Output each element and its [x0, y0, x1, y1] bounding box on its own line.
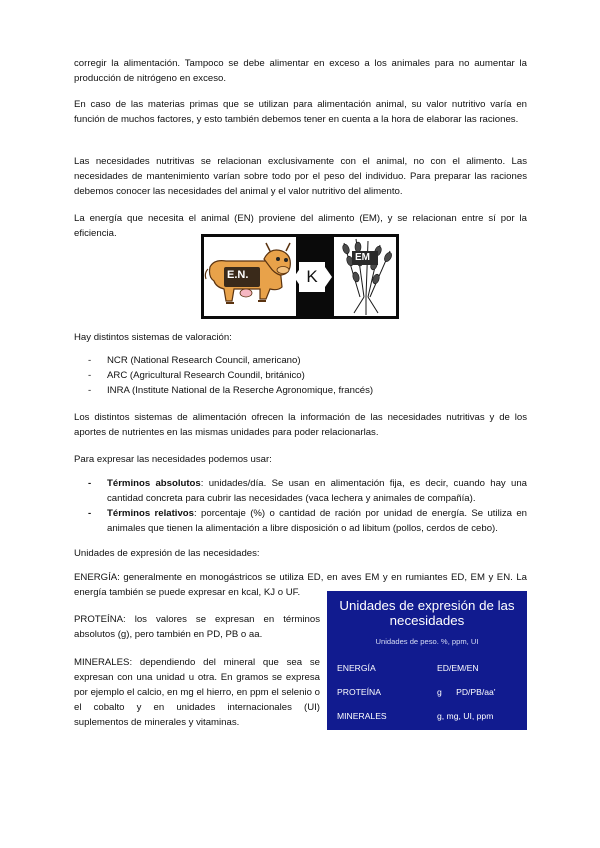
paragraph-express-needs: Para expresar las necesidades podemos usar: [74, 454, 272, 465]
slide-row-label: ENERGÍA [337, 663, 376, 673]
list-item: - Términos relativos: porcentaje (%) o cantidad de ración por unidad de energía. Se utiliza en animales que tienen la alimentación a libre disposición o ad libitum (pollos, cerdos de cebo). [88, 508, 527, 534]
paragraph-feeding: corregir la alimentación. Tampoco se debe alimentar en exceso a los animales para no aumentar la producción de nitrógeno en exceso. [74, 58, 527, 84]
slide-title: Unidades de expresión de las necesidades [339, 598, 515, 628]
list-item: - NCR (National Research Council, americano) [90, 353, 527, 368]
system-inra: INRA (Institute National de la Reserche Agronomique, francés) [107, 385, 374, 396]
slide-row-label: PROTEÍNA [337, 687, 381, 697]
term-absolute: Términos absolutos [107, 478, 201, 489]
paragraph-systems-info: Los distintos sistemas de alimentación ofrecen la información de las necesidades nutritivas y de los aportes de nutrientes en las mismas unidades para poder relacionarlas. [74, 412, 527, 438]
term-relative-text: : porcentaje (%) o cantidad de ración por unidad de energía. Se utiliza en animales que tienen la alimentación a libre disposición o ad libitum (pollos, cerdos de cebo). [107, 508, 527, 534]
slide-row-value: ED/EM/EN [437, 663, 479, 673]
wheat-icon [334, 237, 396, 316]
paragraph-minerales: MINERALES: dependiendo del mineral que sea se expresan con una unidad u otra. En gramos se expresa por ejemplo el calcio, en mg el hierro, en ppm el selenio o el cobalto y en unidades internacionales (UI) suplementos de minerales y vitaminas. [74, 657, 320, 728]
paragraph-needs: Las necesidades nutritivas se relacionan exclusivamente con el animal, no con el alimento. Las necesidades de mantenimiento varían sobre todo por el peso del individuo. Para preparar las raciones debemos conocer las necesidades del animal y el valor nutritivo del alimento. [74, 156, 527, 197]
arrow-right-icon [325, 267, 332, 287]
term-absolute-text: : unidades/día. Se usan en alimentación fija, es decir, cuando hay una cantidad concreta para cubrir las necesidades (vaca lechera y animales de compañía). [107, 478, 528, 504]
paragraph-systems-intro: Hay distintos sistemas de valoración: [74, 332, 232, 343]
cow-icon [204, 237, 296, 316]
slide-subtitle: Unidades de peso. %, ppm, UI [375, 637, 479, 646]
paragraph-energia: ENERGÍA: generalmente en monogástricos se utiliza ED, en aves EM y en rumiantes ED, EM y EN. La energía también se puede expresar en kcal, KJ o UF. [74, 572, 527, 598]
list-item: - INRA (Institute National de la Reserche Agronomique, francés) [90, 383, 527, 398]
list-item: - ARC (Agricultural Research Coundil, británico) [90, 368, 527, 383]
system-ncr: NCR (National Research Council, americano) [107, 355, 301, 366]
units-slide [327, 591, 527, 730]
energy-efficiency-illustration [201, 234, 399, 319]
system-arc: ARC (Agricultural Research Coundil, británico) [107, 370, 305, 381]
slide-row-label: MINERALES [337, 711, 387, 721]
k-label: K [306, 267, 318, 286]
wheat-panel [334, 237, 396, 316]
paragraph-energy: La energía que necesita el animal (EN) proviene del alimento (EM), y se relacionan entre sí por la eficiencia. [74, 213, 527, 239]
slide-row-value: g PD/PB/aa' [437, 687, 496, 697]
list-item: - Términos absolutos: unidades/día. Se usan en alimentación fija, es decir, cuando hay una cantidad concreta para cubrir las necesidades (vaca lechera y animales de compañía). [88, 478, 528, 504]
en-label: E.N. [227, 269, 249, 281]
em-label: EM [355, 252, 370, 263]
term-relative: Términos relativos [107, 508, 195, 519]
cow-panel [204, 237, 296, 316]
k-box [299, 262, 325, 292]
paragraph-raw-materials: En caso de las materias primas que se utilizan para alimentación animal, su valor nutritivo varía en función de muchos factores, y esto también debemos tener en cuenta a la hora de elaborar las raciones. [74, 99, 527, 125]
slide-row-value: g, mg, UI, ppm [437, 711, 494, 721]
paragraph-proteina: PROTEÍNA: los valores se expresan en términos absolutos (g), pero también en PD, PB o aa. [74, 614, 320, 640]
paragraph-units-heading: Unidades de expresión de las necesidades: [74, 548, 260, 559]
